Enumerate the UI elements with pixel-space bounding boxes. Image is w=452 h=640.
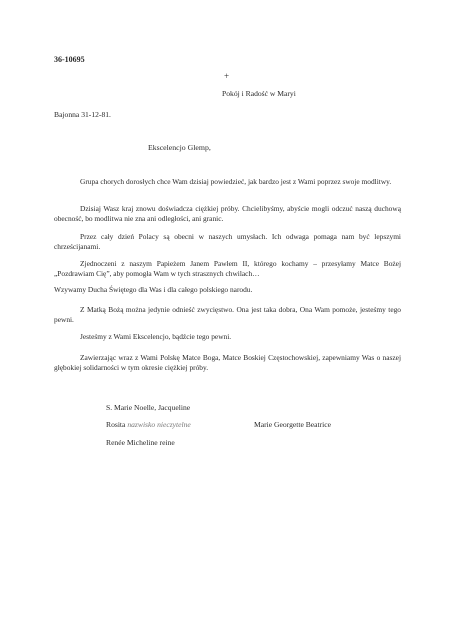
paragraph: Wzywamy Ducha Świętego dla Was i dla całego polskiego narodu. [54,285,253,294]
paragraph: Zjednoczeni z naszym Papieżem Janem Pawłem II, którego kochamy – przesyłamy Matce Bożej „Pozdrawiam Cię”, aby pomogła Wam w tych strasznych chwilach… [54,259,401,278]
cross-symbol: + [224,71,230,81]
place-date: Bajonna 31-12-81. [54,110,111,119]
illegible-surname: nazwisko nieczytelne [127,420,191,429]
paragraph: Grupa chorych dorosłych chce Wam dzisiaj powiedzieć, jak bardzo jest z Wami poprzez swoje modlitwy. [80,177,392,186]
motto: Pokój i Radość w Maryi [222,89,296,98]
signature-line-2 [106,420,191,429]
signature-name-rosita: Rosita [106,420,126,429]
greeting: Ekscelencjo Glemp, [148,143,211,152]
paragraph: Przez cały dzień Polacy są obecni w naszych umysłach. Ich odwaga pomaga nam być lepszymi chrześcijanami. [54,232,401,251]
signature-line-1: S. Marie Noelle, Jacqueline [106,403,191,412]
signature-line-2-right: Marie Georgette Beatrice [254,420,332,429]
reference-number: 36-10695 [54,55,85,64]
paragraph: Z Matką Bożą można jedynie odnieść zwycięstwo. Ona jest taka dobra, Ona Wam pomoże, jesteśmy tego pewni. [54,305,401,324]
paragraph: Zawierzając wraz z Wami Polskę Matce Boga, Matce Boskiej Częstochowskiej, zapewniamy Was o naszej głębokiej solidarności w tym okresie ciężkiej próby. [54,353,401,372]
paragraph: Dzisiaj Wasz kraj znowu doświadcza ciężkiej próby. Chcielibyśmy, abyście mogli odczuć naszą duchową obecność, bo modlitwa nie zna ani odległości, ani granic. [54,204,401,223]
paragraph: Jesteśmy z Wami Ekscelencjo, bądźcie tego pewni. [80,332,232,341]
signature-line-3: Renée Micheline reine [106,438,175,447]
